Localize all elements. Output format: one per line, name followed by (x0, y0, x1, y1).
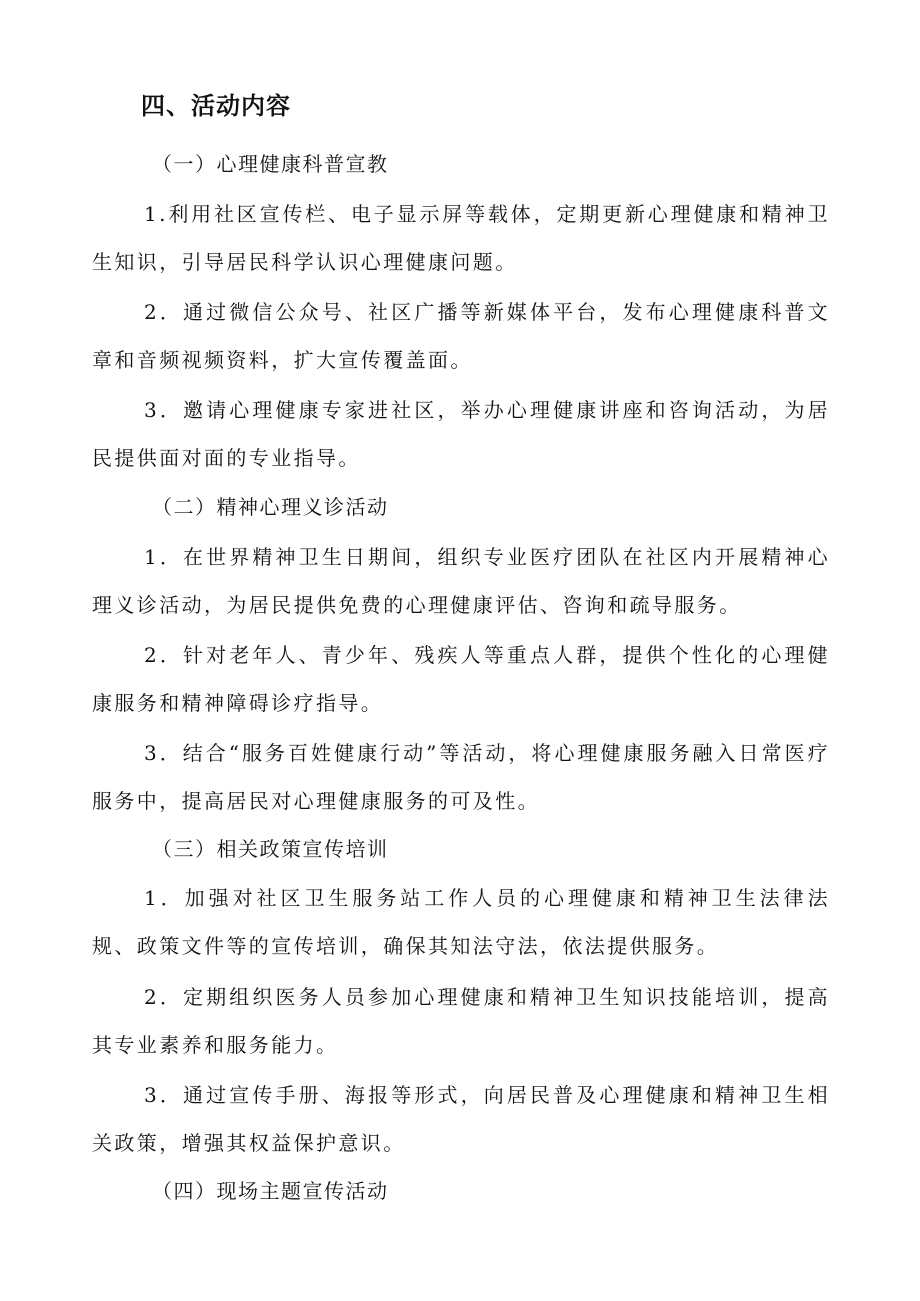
paragraph-2-2: 2．针对老年人、青少年、残疾人等重点人群，提供个性化的心理健康服务和精神障碍诊疗指导。 (92, 643, 830, 715)
paragraph-2-3: 3．结合“服务百姓健康行动”等活动，将心理健康服务融入日常医疗服务中，提高居民对心理健康服务的可及性。 (92, 741, 830, 813)
subsection-heading-4: （四）现场主题宣传活动 (152, 1179, 389, 1203)
paragraph-1-1: 1.利用社区宣传栏、电子显示屏等载体，定期更新心理健康和精神卫生知识，引导居民科学认识心理健康问题。 (92, 202, 830, 274)
subsection-heading-1: （一）心理健康科普宣教 (152, 152, 389, 176)
subsection-heading-2: （二）精神心理义诊活动 (152, 495, 389, 519)
section-title: 四、活动内容 (141, 92, 291, 120)
paragraph-3-1: 1．加强对社区卫生服务站工作人员的心理健康和精神卫生法律法规、政策文件等的宣传培训，确保其知法守法，依法提供服务。 (92, 886, 830, 958)
paragraph-1-3: 3．邀请心理健康专家进社区，举办心理健康讲座和咨询活动，为居民提供面对面的专业指导。 (92, 398, 830, 470)
paragraph-2-1: 1．在世界精神卫生日期间，组织专业医疗团队在社区内开展精神心理义诊活动，为居民提供免费的心理健康评估、咨询和疏导服务。 (92, 545, 830, 617)
subsection-heading-3: （三）相关政策宣传培训 (152, 837, 389, 861)
paragraph-3-3: 3．通过宣传手册、海报等形式，向居民普及心理健康和精神卫生相关政策，增强其权益保护意识。 (92, 1083, 830, 1155)
paragraph-3-2: 2．定期组织医务人员参加心理健康和精神卫生知识技能培训，提高其专业素养和服务能力。 (92, 985, 830, 1057)
paragraph-1-2: 2．通过微信公众号、社区广播等新媒体平台，发布心理健康科普文章和音频视频资料，扩大宣传覆盖面。 (92, 300, 830, 372)
